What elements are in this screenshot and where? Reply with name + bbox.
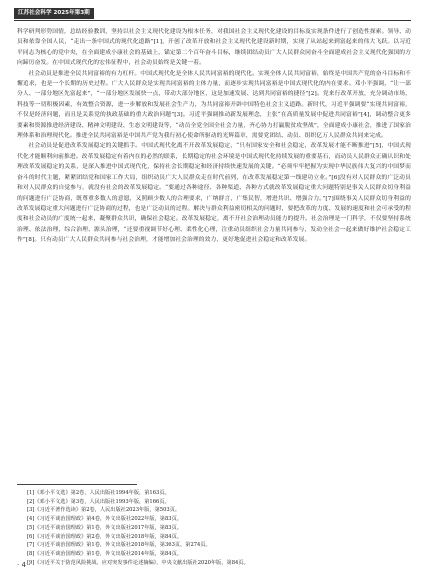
body-paragraph: 社会动员是推进全民共同富裕的有力杠杆。中国式现代化是全体人民共同富裕的现代化。实现全体人民共同富裕，始终是中国共产党的奋斗目标和不懈追求，也是一个长期的历史过程。广大人民群众是实现共同富裕的主体力量，而逐步实现共同富裕是中国式现代化的内在要求。邓小平强调，“让一部分人、一部分地区先富起来”，“一部分地区发展快一点，带动大部分地区，这是加速发展、达到共同富裕的捷径”[2]。党来行改革开放，充分调动市场，科技等一切积极因素，有效整合资源，进一步解放和发展社会生产力，为共同富裕开辟中国特色社会主义道路。新时代，习近平强调要“实现共同富裕，不仅是经济问题，而且是关系党的执政基础的重大政治问题”[3]。习近平强调推动新发展理念，主张“在高质量发展中促进共同富裕”[4]，调动整合更多要素和资源推进经济建设、精神文明建设、生态文明建设等，“动员全党全国全社会力量，齐心协力打赢脱贫攻坚战”，全面建成小康社会，推进了国家治理体系和治理现代化。推进全民共同富裕是中国共产党为我行初心使命所驱动的光辉篇章，需要党团结、动员、组织亿万人民群众共同来完成。: [17, 70, 411, 140]
footnote: [7]《习近平谈治国理政》第1卷，外文出版社2018年版，第363页，第274页。: [27, 542, 211, 549]
header-rule: [14, 20, 411, 21]
footnote-divider: [17, 484, 137, 485]
footnote: [9]《习近平关于防范风险挑战、应对突发事件论述摘编》，中央文献出版社2020年版，第84页。: [27, 559, 249, 566]
footnote: [2]《邓小平文选》第3卷，人民出版社1993年版，第166页。: [27, 498, 170, 505]
footnote: [6]《习近平谈治国理政》第2卷，外文出版社2018年版，第84页。: [27, 533, 182, 540]
article-body: [17, 27, 411, 246]
running-header: [14, 8, 411, 21]
footnote: [1]《邓小平文选》第2卷，人民出版社1994年版，第163页。: [27, 490, 170, 496]
page-number: · 4 ·: [17, 561, 31, 569]
journal-title: 江苏社会科学 2025年第3期: [14, 8, 94, 19]
footnote: [4]《习近平谈治国理政》第4卷，外文出版社2022年版，第83页。: [27, 516, 182, 523]
footnote: [5]《习近平谈治国理政》第1卷，外文出版社2017年版，第83页。: [27, 524, 182, 531]
body-paragraph: 社会动员是促进改革发展稳定的关键抓手。中国式现代化离不开改革发展稳定，“只有国家安全和社会稳定，改革发展才能不断推进”[5]，中国式现代化才能顺利向前推进。改革发展稳定有着内在的必然的联系，长期稳定的社会环境是中国式现代化持续发展的重要基石，而动员人民群众正确认识和处理改革发展稳定的关系，是深入推进中国式现代化，保持社会长期稳定和经济持续快速发展的关键。“必须牢牢把握为实现中华民族伟大复兴的中国梦而奋斗的时代主题，紧紧团结党和国家工作大局，组织动员广大人民群众走在时代前列，在改革发展稳定第一线建功立业。”[6]没有对人民群众的广泛动员和对人民群众的自觉参与，就没有社会的改革发展稳定。“要通过各种途径、各种渠道、各种方式就改革发展稳定重大问题特别是事关人民群众切身利益的问题进行广泛协商，既尊重多数人的意愿，又照顾少数人的合理要求，广纳群言，广集民智，增进共识、增强合力。”[7]围绕事关人民群众切身利益的改革发展稳定重大问题进行广泛协商的过程，也是广泛动员的过程。解决与群众利益密切相关的问题时，要把改革的力度、发展的速度和社会可承受的程度和社会动员的广度统一起来，凝聚群众共识，确保社会稳定。改革发展稳定，离不开社会治理动员能力的提升。社会治理是一门科学，不仅要坚持系统治理、依法治理、综合治理、源头治理，“还要重视调节好心理、柔性化心理，注重动员组织社会力量共同参与，发动全社会一起来做好维护社会稳定工作”[8]。只有动员广大人民群众共同参与社会治理，才能增加社会治理的效力，更好地促进社会稳定和改革发展。: [17, 143, 411, 244]
footnotes: [27, 489, 407, 567]
footnote: [8]《习近平谈治国理政》第1卷，外文出版社2014年版，第84页。: [27, 550, 182, 557]
footnote: [3]《习近平著作选读》第2卷，人民出版社2023年版，第503页。: [27, 507, 181, 514]
body-paragraph: 科学研判形势国情，总结经验教训，坚持以社会主义现代化建设为根本任务，对我国社会主义现代化建设的目标及实现条件进行了创造性探索。领导、动员和依靠全国人民，“走出一条中国式的现代化道路”[1]，开创了改革开放和社会主义现代化建设新时期，实现了从站起来到富起来的伟大飞跃。以习近平同志为核心的党中央，在全面建成小康社会的基础上，锚定第二个百年奋斗目标，继续团结动员广大人民群众同奋斗全面建成社会主义现代化强国的方向蹄厉奋发。在中国式现代化的宏伟征程中，社会动员始终是关键一着。: [17, 29, 411, 67]
